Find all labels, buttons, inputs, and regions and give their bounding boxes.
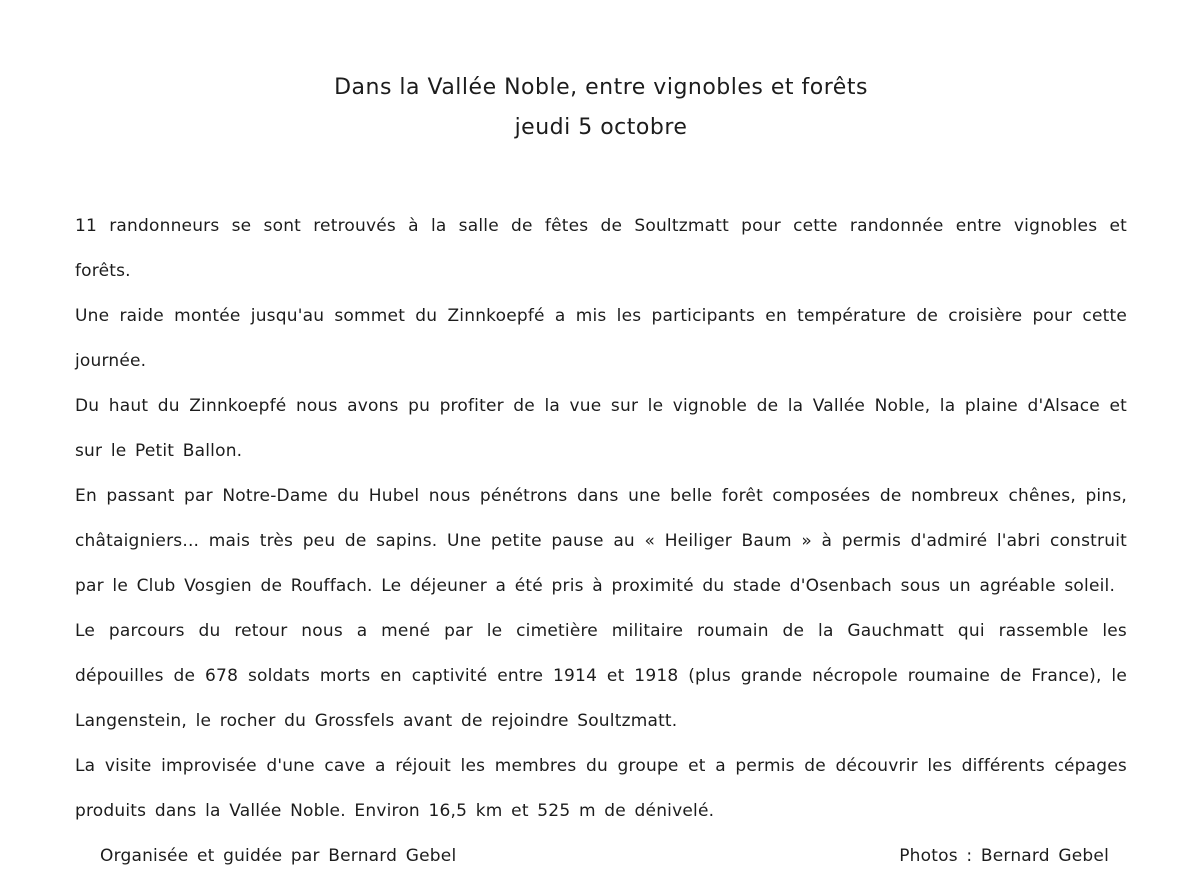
footer-photos-credit: Photos : Bernard Gebel [899, 846, 1109, 866]
paragraph-5: Le parcours du retour nous a mené par le cimetière militaire roumain de la Gauchmatt qui rassemble les dépouilles de 678 soldats morts en captivité entre 1914 et 1918 (plus grande nécropole roumaine de France), le Langenstein, le rocher du Grossfels avant de rejoindre Soultzmatt. [75, 621, 1127, 731]
title-block [75, 68, 1127, 148]
document-title: Dans la Vallée Noble, entre vignobles et forêts [334, 75, 868, 100]
document-subtitle-date: jeudi 5 octobre [514, 115, 688, 140]
paragraph-2: Une raide montée jusqu'au sommet du Zinnkoepfé a mis les participants en température de croisière pour cette journée. [75, 306, 1127, 371]
paragraph-4: En passant par Notre-Dame du Hubel nous pénétrons dans une belle forêt composées de nombreux chênes, pins, châtaigniers... mais très peu de sapins. Une petite pause au « Heiliger Baum » à permis d'admiré l'abri construit par le Club Vosgien de Rouffach. Le déjeuner a été pris à proximité du stade d'Osenbach sous un agréable soleil. [75, 486, 1127, 596]
paragraph-1: 11 randonneurs se sont retrouvés à la salle de fêtes de Soultzmatt pour cette randonnée entre vignobles et forêts. [75, 216, 1127, 281]
footer-organizer-credit: Organisée et guidée par Bernard Gebel [100, 846, 457, 866]
document-body [75, 204, 1127, 834]
footer-row [75, 834, 1127, 879]
paragraph-3: Du haut du Zinnkoepfé nous avons pu profiter de la vue sur le vignoble de la Vallée Noble, la plaine d'Alsace et sur le Petit Ballon. [75, 396, 1127, 461]
paragraph-6: La visite improvisée d'une cave a réjouit les membres du groupe et a permis de découvrir les différents cépages produits dans la Vallée Noble. Environ 16,5 km et 525 m de dénivelé. [75, 756, 1127, 821]
